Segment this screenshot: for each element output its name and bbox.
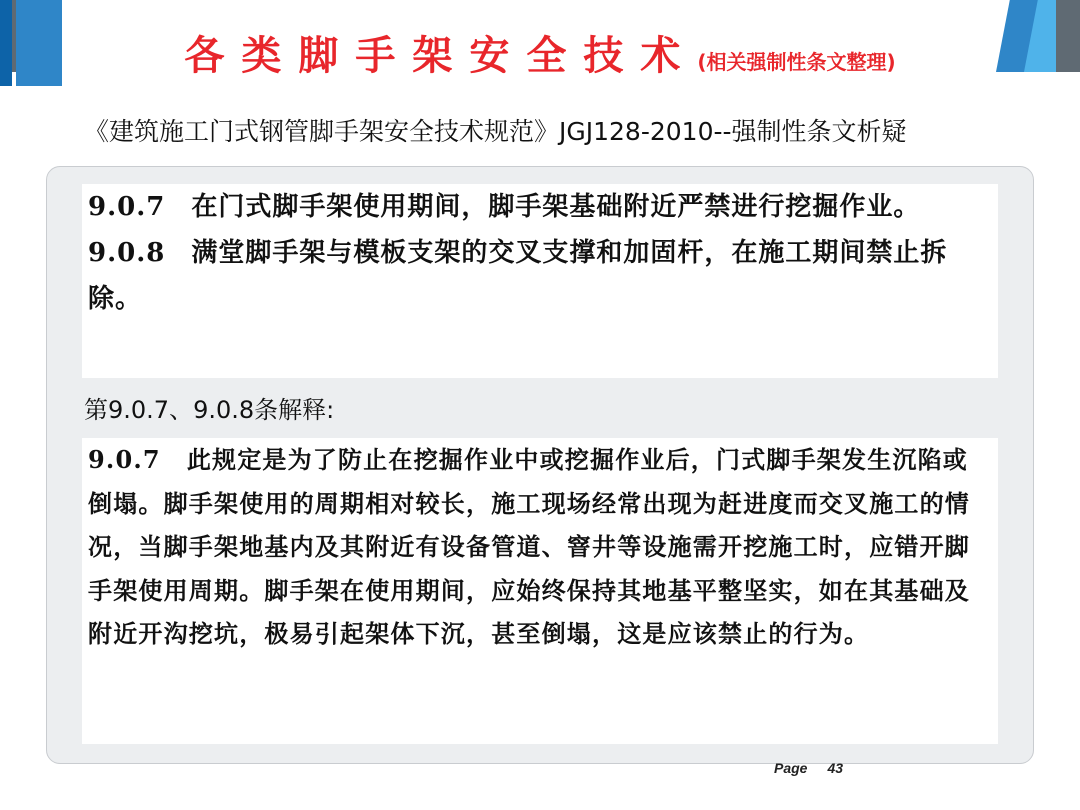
clause-908 (82, 230, 998, 322)
explanation-box (82, 438, 998, 744)
clause-number: 9.0.8 (88, 238, 166, 268)
explanation-paragraph (82, 438, 998, 656)
page-title (0, 24, 1080, 81)
page-subtitle: 《建筑施工门式钢管脚手架安全技术规范》JGJ128-2010--强制性条文析疑 (84, 117, 907, 146)
title-sub: (相关强制性条文整理) (697, 50, 896, 74)
clauses-box (82, 184, 998, 378)
explanation-text: 此规定是为了防止在挖掘作业中或挖掘作业后，门式脚手架发生沉陷或倒塌。脚手架使用的周期相对较长，施工现场经常出现为赶进度而交叉施工的情况，当脚手架地基内及其附近有设备管道、窨井等设施需开挖施工时，应错开脚手架使用周期。脚手架在使用期间，应始终保持其地基平整坚实，如在其基础及附近开沟挖坑，极易引起架体下沉，甚至倒塌，这是应该禁止的行为。 (88, 445, 970, 648)
explanation-label: 第9.0.7、9.0.8条解释: (84, 396, 335, 424)
clause-907 (82, 184, 998, 230)
clause-number: 9.0.7 (88, 192, 166, 222)
clause-text: 在门式脚手架使用期间，脚手架基础附近严禁进行挖掘作业。 (191, 192, 921, 222)
explanation-number: 9.0.7 (88, 445, 161, 474)
page-label: Page (774, 760, 808, 776)
page-number: 43 (827, 760, 844, 776)
title-main: 各类脚手架安全技术 (184, 33, 698, 79)
page-footer (774, 760, 843, 776)
clause-text: 满堂脚手架与模板支架的交叉支撑和加固杆，在施工期间禁止拆除。 (88, 238, 948, 314)
